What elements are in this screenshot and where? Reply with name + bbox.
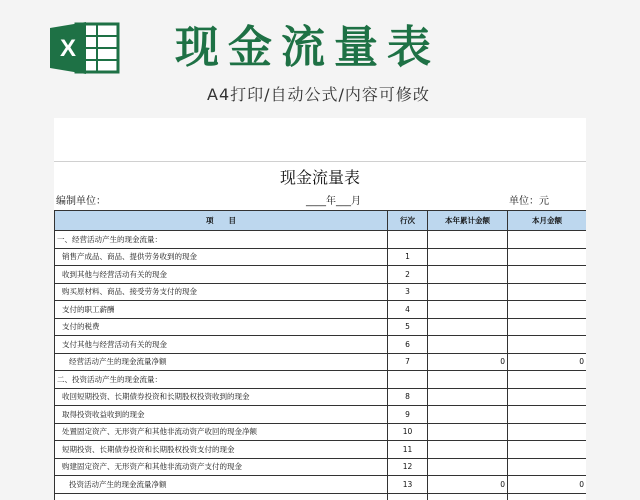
- month-amount-cell[interactable]: [508, 406, 587, 424]
- table-row: [55, 493, 587, 500]
- unit-left-label[interactable]: 编制单位：: [56, 196, 106, 207]
- month-amount-cell[interactable]: 0: [508, 353, 587, 371]
- table-row: [55, 388, 587, 406]
- year-amount-cell[interactable]: [428, 406, 508, 424]
- month-amount-cell[interactable]: [508, 318, 587, 336]
- line-no-cell[interactable]: 7: [388, 353, 428, 371]
- month-amount-cell[interactable]: [508, 388, 587, 406]
- item-cell[interactable]: 收回短期投资、长期债券投资和长期股权投资收到的现金: [55, 388, 388, 406]
- year-amount-cell[interactable]: [428, 248, 508, 266]
- item-cell[interactable]: 支付其他与经营活动有关的现金: [55, 336, 388, 354]
- month-amount-cell[interactable]: [508, 248, 587, 266]
- table-row: [55, 318, 587, 336]
- item-cell[interactable]: 取得投资收益收到的现金: [55, 406, 388, 424]
- header-item[interactable]: 项 目: [55, 211, 388, 231]
- month-amount-cell[interactable]: [508, 301, 587, 319]
- year-amount-cell[interactable]: [428, 336, 508, 354]
- item-cell[interactable]: 处置固定资产、无形资产和其他非流动资产收回的现金净额: [55, 423, 388, 441]
- line-no-cell[interactable]: 13: [388, 476, 428, 494]
- year-amount-cell[interactable]: 0: [428, 476, 508, 494]
- table-row: [55, 336, 587, 354]
- line-no-cell[interactable]: 11: [388, 441, 428, 459]
- table-row: [55, 353, 587, 371]
- line-no-cell[interactable]: 10: [388, 423, 428, 441]
- item-cell[interactable]: 支付的职工薪酬: [55, 301, 388, 319]
- month-amount-cell[interactable]: [508, 493, 587, 500]
- year-amount-cell[interactable]: [428, 388, 508, 406]
- table-row: [55, 371, 587, 389]
- month-amount-cell[interactable]: [508, 371, 587, 389]
- month-amount-cell[interactable]: [508, 458, 587, 476]
- header-month-amount[interactable]: 本月金额: [508, 211, 587, 231]
- year-amount-cell[interactable]: [428, 301, 508, 319]
- item-cell[interactable]: 经营活动产生的现金流量净额: [55, 353, 388, 371]
- table-row: [55, 406, 587, 424]
- line-no-cell[interactable]: 4: [388, 301, 428, 319]
- line-no-cell[interactable]: 8: [388, 388, 428, 406]
- item-cell[interactable]: 一、经营活动产生的现金流量：: [55, 231, 388, 249]
- line-no-cell[interactable]: [388, 493, 428, 500]
- line-no-cell[interactable]: 6: [388, 336, 428, 354]
- item-cell[interactable]: 支付的税费: [55, 318, 388, 336]
- month-amount-cell[interactable]: [508, 336, 587, 354]
- banner-title: 现金流量表: [175, 22, 440, 73]
- item-cell[interactable]: 购买原材料、商品、接受劳务支付的现金: [55, 283, 388, 301]
- month-amount-cell[interactable]: 0: [508, 476, 587, 494]
- header-year-amount[interactable]: 本年累计金额: [428, 211, 508, 231]
- line-no-cell[interactable]: 12: [388, 458, 428, 476]
- banner-subtitle: A4打印/自动公式/内容可修改: [207, 85, 430, 104]
- year-amount-cell[interactable]: [428, 441, 508, 459]
- year-amount-cell[interactable]: [428, 458, 508, 476]
- table-row: [55, 231, 587, 249]
- line-no-cell[interactable]: 9: [388, 406, 428, 424]
- month-amount-cell[interactable]: [508, 283, 587, 301]
- item-cell[interactable]: 投资活动产生的现金流量净额: [55, 476, 388, 494]
- item-cell[interactable]: 购建固定资产、无形资产和其他非流动资产支付的现金: [55, 458, 388, 476]
- year-amount-cell[interactable]: [428, 318, 508, 336]
- unit-right-label[interactable]: 单位：元: [509, 196, 549, 207]
- table-row: [55, 266, 587, 284]
- month-amount-cell[interactable]: [508, 441, 587, 459]
- table-row: [55, 283, 587, 301]
- line-no-cell[interactable]: 1: [388, 248, 428, 266]
- table-row: [55, 441, 587, 459]
- line-no-cell[interactable]: 5: [388, 318, 428, 336]
- line-no-cell[interactable]: [388, 231, 428, 249]
- item-cell[interactable]: 短期投资、长期债券投资和长期股权投资支付的现金: [55, 441, 388, 459]
- date-label[interactable]: ____年___月: [306, 196, 361, 207]
- item-cell[interactable]: 销售产成品、商品、提供劳务收到的现金: [55, 248, 388, 266]
- table-row: [55, 423, 587, 441]
- header-line-no[interactable]: 行次: [388, 211, 428, 231]
- month-amount-cell[interactable]: [508, 423, 587, 441]
- item-cell[interactable]: [55, 493, 388, 500]
- excel-logo-letter: X: [59, 35, 77, 62]
- month-amount-cell[interactable]: [508, 266, 587, 284]
- spreadsheet-page: [54, 118, 586, 500]
- table-row: [55, 248, 587, 266]
- table-row: [55, 458, 587, 476]
- year-amount-cell[interactable]: [428, 493, 508, 500]
- page-divider: [54, 161, 586, 162]
- cash-flow-table: [54, 210, 586, 500]
- month-amount-cell[interactable]: [508, 231, 587, 249]
- year-amount-cell[interactable]: 0: [428, 353, 508, 371]
- year-amount-cell[interactable]: [428, 283, 508, 301]
- line-no-cell[interactable]: [388, 371, 428, 389]
- table-row: [55, 301, 587, 319]
- year-amount-cell[interactable]: [428, 266, 508, 284]
- year-amount-cell[interactable]: [428, 231, 508, 249]
- header-row: [55, 211, 587, 231]
- year-amount-cell[interactable]: [428, 371, 508, 389]
- line-no-cell[interactable]: 3: [388, 283, 428, 301]
- banner: [0, 0, 640, 118]
- year-amount-cell[interactable]: [428, 423, 508, 441]
- line-no-cell[interactable]: 2: [388, 266, 428, 284]
- excel-logo-icon: [50, 20, 122, 76]
- table-row: [55, 476, 587, 494]
- sheet-title[interactable]: 现金流量表: [279, 168, 360, 187]
- item-cell[interactable]: 收到其他与经营活动有关的现金: [55, 266, 388, 284]
- item-cell[interactable]: 二、投资活动产生的现金流量：: [55, 371, 388, 389]
